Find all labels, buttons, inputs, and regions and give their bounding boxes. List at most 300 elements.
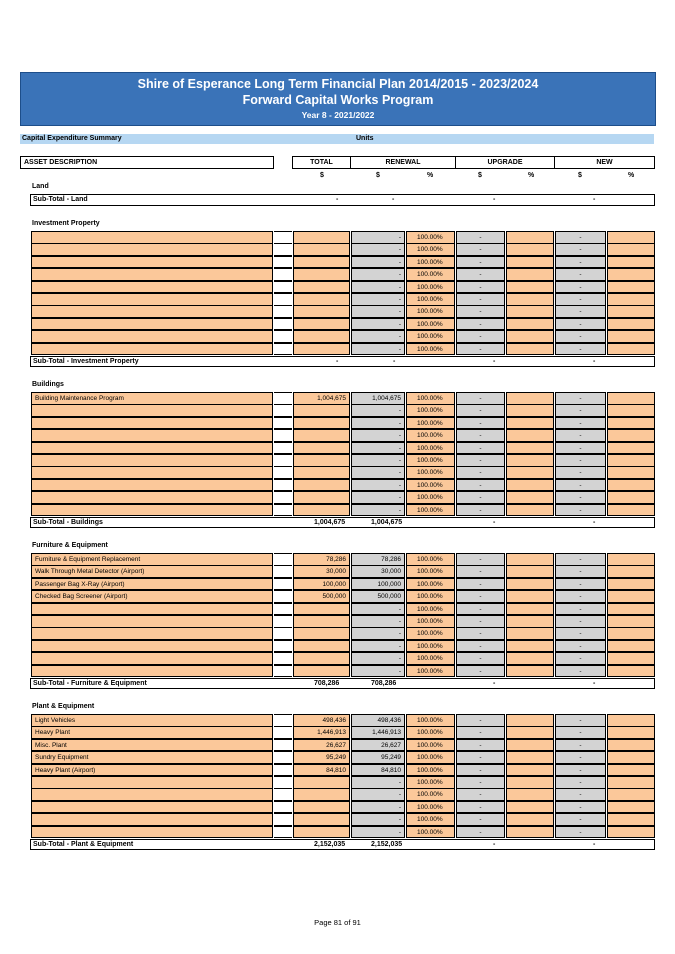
row-description <box>31 330 273 343</box>
row-new-amount: - <box>555 417 606 430</box>
row-description <box>31 813 273 826</box>
subtotal-upgrade: - <box>493 679 496 687</box>
row-upgrade-percent <box>506 343 554 356</box>
row-upgrade-amount: - <box>456 739 505 752</box>
row-upgrade-percent <box>506 739 554 752</box>
row-new-amount: - <box>555 590 606 603</box>
row-renewal-percent: 100.00% <box>406 479 455 492</box>
row-upgrade-percent <box>506 578 554 591</box>
row-renewal-amount: 84,810 <box>351 764 405 777</box>
row-renewal-amount: - <box>351 813 405 826</box>
row-upgrade-amount: - <box>456 330 505 343</box>
row-total: 1,004,675 <box>293 392 350 405</box>
row-total: 1,446,913 <box>293 726 350 739</box>
row-renewal-percent: 100.00% <box>406 652 455 665</box>
row-upgrade-amount: - <box>456 776 505 789</box>
row-description <box>31 491 273 504</box>
section-title: Investment Property <box>32 220 100 227</box>
row-new-percent <box>607 231 655 244</box>
column-total-header <box>292 156 351 169</box>
row-upgrade-amount: - <box>456 764 505 777</box>
section-title: Plant & Equipment <box>32 703 95 710</box>
subtotal-upgrade: - <box>493 357 496 365</box>
row-upgrade-amount: - <box>456 504 505 517</box>
column-renewal-header <box>350 156 456 169</box>
row-renewal-percent: 100.00% <box>406 243 455 256</box>
row-new-percent <box>607 243 655 256</box>
row-new-percent <box>607 603 655 616</box>
row-new-amount: - <box>555 726 606 739</box>
row-new-percent <box>607 429 655 442</box>
row-total <box>293 466 350 479</box>
row-new-amount: - <box>555 268 606 281</box>
row-spacer <box>274 764 292 777</box>
row-total <box>293 256 350 269</box>
row-upgrade-amount: - <box>456 553 505 566</box>
row-upgrade-percent <box>506 293 554 306</box>
row-renewal-amount: 100,000 <box>351 578 405 591</box>
row-renewal-amount: - <box>351 305 405 318</box>
row-spacer <box>274 652 292 665</box>
subtotal-label: Sub-Total - Buildings <box>33 518 103 526</box>
row-spacer <box>274 726 292 739</box>
row-upgrade-amount: - <box>456 578 505 591</box>
row-upgrade-percent <box>506 504 554 517</box>
subtotal-renewal: 708,286 <box>371 679 397 687</box>
report-banner <box>20 72 656 126</box>
row-renewal-percent: 100.00% <box>406 590 455 603</box>
row-new-amount: - <box>555 764 606 777</box>
column-new-label: NEW <box>596 159 613 166</box>
row-new-percent <box>607 776 655 789</box>
row-new-amount: - <box>555 454 606 467</box>
row-description <box>31 826 273 839</box>
row-renewal-percent: 100.00% <box>406 343 455 356</box>
row-total <box>293 417 350 430</box>
column-upgrade-header <box>455 156 555 169</box>
row-upgrade-percent <box>506 826 554 839</box>
row-new-percent <box>607 466 655 479</box>
row-upgrade-percent <box>506 603 554 616</box>
row-upgrade-percent <box>506 665 554 678</box>
subtotal-total: - <box>336 357 339 365</box>
row-total <box>293 826 350 839</box>
row-new-percent <box>607 751 655 764</box>
row-total <box>293 454 350 467</box>
row-renewal-percent: 100.00% <box>406 565 455 578</box>
row-renewal-amount: - <box>351 466 405 479</box>
row-spacer <box>274 231 292 244</box>
row-new-percent <box>607 343 655 356</box>
row-spacer <box>274 318 292 331</box>
row-description <box>31 640 273 653</box>
row-total <box>293 404 350 417</box>
row-new-amount: - <box>555 826 606 839</box>
row-renewal-percent: 100.00% <box>406 429 455 442</box>
row-spacer <box>274 590 292 603</box>
row-total <box>293 479 350 492</box>
row-spacer <box>274 565 292 578</box>
report-subtitle: Forward Capital Works Program <box>242 93 434 107</box>
row-new-amount: - <box>555 788 606 801</box>
row-description <box>31 343 273 356</box>
row-renewal-percent: 100.00% <box>406 442 455 455</box>
row-new-amount: - <box>555 665 606 678</box>
row-upgrade-amount: - <box>456 627 505 640</box>
summary-units: Units <box>356 135 374 142</box>
row-new-percent <box>607 565 655 578</box>
row-renewal-percent: 100.00% <box>406 813 455 826</box>
row-upgrade-percent <box>506 801 554 814</box>
row-new-amount: - <box>555 801 606 814</box>
row-spacer <box>274 491 292 504</box>
row-total <box>293 603 350 616</box>
row-total: 30,000 <box>293 565 350 578</box>
subtotal-total: 1,004,675 <box>314 518 346 526</box>
row-spacer <box>274 404 292 417</box>
row-renewal-percent: 100.00% <box>406 454 455 467</box>
row-new-percent <box>607 417 655 430</box>
row-new-amount: - <box>555 504 606 517</box>
row-renewal-percent: 100.00% <box>406 256 455 269</box>
row-renewal-amount: - <box>351 627 405 640</box>
row-description <box>31 801 273 814</box>
row-new-amount: - <box>555 739 606 752</box>
land-subtotal <box>30 194 655 206</box>
row-description <box>31 627 273 640</box>
row-total: 100,000 <box>293 578 350 591</box>
total-dollar-label: $ <box>320 172 324 179</box>
row-upgrade-amount: - <box>456 243 505 256</box>
row-upgrade-amount: - <box>456 801 505 814</box>
section-title: Furniture & Equipment <box>32 542 108 549</box>
row-total <box>293 788 350 801</box>
row-renewal-percent: 100.00% <box>406 318 455 331</box>
row-spacer <box>274 268 292 281</box>
row-renewal-amount: - <box>351 776 405 789</box>
row-description: Sundry Equipment <box>31 751 273 764</box>
row-total <box>293 504 350 517</box>
row-total <box>293 429 350 442</box>
row-renewal-percent: 100.00% <box>406 776 455 789</box>
row-upgrade-amount: - <box>456 714 505 727</box>
row-upgrade-amount: - <box>456 454 505 467</box>
row-renewal-percent: 100.00% <box>406 714 455 727</box>
row-description <box>31 652 273 665</box>
subtotal-renewal: 2,152,035 <box>371 840 403 848</box>
row-new-percent <box>607 764 655 777</box>
row-new-percent <box>607 640 655 653</box>
row-new-amount: - <box>555 466 606 479</box>
row-new-percent <box>607 268 655 281</box>
row-spacer <box>274 466 292 479</box>
row-spacer <box>274 615 292 628</box>
row-new-amount: - <box>555 714 606 727</box>
report-year: Year 8 - 2021/2022 <box>301 110 375 120</box>
row-description <box>31 776 273 789</box>
row-spacer <box>274 627 292 640</box>
row-renewal-amount: - <box>351 788 405 801</box>
row-upgrade-percent <box>506 268 554 281</box>
row-new-amount: - <box>555 615 606 628</box>
section-subtotal <box>30 517 655 528</box>
row-spacer <box>274 442 292 455</box>
row-renewal-amount: - <box>351 665 405 678</box>
row-upgrade-percent <box>506 318 554 331</box>
renewal-pct-label: % <box>427 172 434 179</box>
row-new-amount: - <box>555 751 606 764</box>
subtotal-label: Sub-Total - Plant & Equipment <box>33 840 134 848</box>
row-new-amount: - <box>555 640 606 653</box>
row-upgrade-percent <box>506 652 554 665</box>
row-new-percent <box>607 553 655 566</box>
row-new-amount: - <box>555 565 606 578</box>
subtotal-upgrade: - <box>493 840 496 848</box>
row-renewal-amount: - <box>351 442 405 455</box>
row-total <box>293 268 350 281</box>
row-new-percent <box>607 652 655 665</box>
row-new-percent <box>607 293 655 306</box>
row-description <box>31 442 273 455</box>
row-renewal-amount: 26,627 <box>351 739 405 752</box>
row-upgrade-percent <box>506 417 554 430</box>
row-renewal-percent: 100.00% <box>406 466 455 479</box>
row-upgrade-percent <box>506 590 554 603</box>
row-renewal-amount: - <box>351 603 405 616</box>
row-total <box>293 318 350 331</box>
row-total <box>293 776 350 789</box>
row-new-amount: - <box>555 578 606 591</box>
row-renewal-percent: 100.00% <box>406 603 455 616</box>
row-new-percent <box>607 726 655 739</box>
subtotal-upgrade: - <box>493 518 496 526</box>
row-description: Furniture & Equipment Replacement <box>31 553 273 566</box>
row-new-percent <box>607 318 655 331</box>
row-new-percent <box>607 256 655 269</box>
row-description: Walk Through Metal Detector (Airport) <box>31 565 273 578</box>
row-description <box>31 454 273 467</box>
row-upgrade-amount: - <box>456 491 505 504</box>
row-renewal-amount: - <box>351 256 405 269</box>
row-renewal-amount: - <box>351 404 405 417</box>
summary-bar <box>20 134 654 144</box>
row-renewal-percent: 100.00% <box>406 330 455 343</box>
row-renewal-amount: - <box>351 479 405 492</box>
row-renewal-amount: 500,000 <box>351 590 405 603</box>
row-upgrade-amount: - <box>456 813 505 826</box>
row-upgrade-percent <box>506 776 554 789</box>
row-upgrade-amount: - <box>456 281 505 294</box>
row-upgrade-amount: - <box>456 318 505 331</box>
row-renewal-amount: - <box>351 429 405 442</box>
row-spacer <box>274 429 292 442</box>
row-new-amount: - <box>555 243 606 256</box>
row-total <box>293 491 350 504</box>
row-total <box>293 652 350 665</box>
row-spacer <box>274 665 292 678</box>
row-spacer <box>274 330 292 343</box>
subtotal-label: Sub-Total - Furniture & Equipment <box>33 679 147 687</box>
row-upgrade-percent <box>506 627 554 640</box>
row-upgrade-amount: - <box>456 343 505 356</box>
row-description <box>31 293 273 306</box>
row-spacer <box>274 714 292 727</box>
row-new-percent <box>607 714 655 727</box>
new-pct-label: % <box>628 172 635 179</box>
row-renewal-amount: 498,436 <box>351 714 405 727</box>
subtotal-new: - <box>593 840 596 848</box>
subtotal-total: 708,286 <box>314 679 340 687</box>
row-total <box>293 330 350 343</box>
subtotal-total: 2,152,035 <box>314 840 346 848</box>
row-upgrade-amount: - <box>456 479 505 492</box>
row-upgrade-percent <box>506 281 554 294</box>
row-renewal-percent: 100.00% <box>406 801 455 814</box>
row-total <box>293 665 350 678</box>
row-description <box>31 466 273 479</box>
row-renewal-percent: 100.00% <box>406 627 455 640</box>
row-description <box>31 256 273 269</box>
row-spacer <box>274 776 292 789</box>
row-new-percent <box>607 788 655 801</box>
row-description: Checked Bag Screener (Airport) <box>31 590 273 603</box>
row-total <box>293 615 350 628</box>
row-new-percent <box>607 305 655 318</box>
row-upgrade-amount: - <box>456 665 505 678</box>
row-description <box>31 231 273 244</box>
row-description: Heavy Plant (Airport) <box>31 764 273 777</box>
row-new-percent <box>607 454 655 467</box>
upgrade-pct-label: % <box>528 172 535 179</box>
row-new-percent <box>607 504 655 517</box>
row-upgrade-percent <box>506 726 554 739</box>
row-upgrade-amount: - <box>456 268 505 281</box>
row-upgrade-percent <box>506 442 554 455</box>
row-new-amount: - <box>555 404 606 417</box>
land-subtotal-new: - <box>593 196 596 203</box>
land-subtotal-label: Sub-Total - Land <box>33 196 88 203</box>
row-upgrade-percent <box>506 553 554 566</box>
row-total: 78,286 <box>293 553 350 566</box>
row-new-amount: - <box>555 603 606 616</box>
row-renewal-percent: 100.00% <box>406 726 455 739</box>
renewal-dollar-label: $ <box>376 172 380 179</box>
row-spacer <box>274 578 292 591</box>
column-total-label: TOTAL <box>310 159 333 166</box>
row-new-percent <box>607 813 655 826</box>
row-upgrade-amount: - <box>456 565 505 578</box>
row-new-percent <box>607 491 655 504</box>
new-dollar-label: $ <box>578 172 582 179</box>
row-renewal-amount: - <box>351 454 405 467</box>
row-description <box>31 417 273 430</box>
row-total <box>293 343 350 356</box>
row-renewal-amount: - <box>351 801 405 814</box>
row-description <box>31 281 273 294</box>
row-renewal-amount: - <box>351 652 405 665</box>
row-upgrade-percent <box>506 491 554 504</box>
row-renewal-percent: 100.00% <box>406 293 455 306</box>
row-upgrade-percent <box>506 256 554 269</box>
row-spacer <box>274 343 292 356</box>
row-total <box>293 293 350 306</box>
section-title: Buildings <box>32 381 64 388</box>
row-new-amount: - <box>555 318 606 331</box>
column-asset-header <box>20 156 274 169</box>
row-renewal-amount: 1,004,675 <box>351 392 405 405</box>
summary-label: Capital Expenditure Summary <box>22 135 122 142</box>
row-upgrade-amount: - <box>456 603 505 616</box>
row-description: Passenger Bag X-Ray (Airport) <box>31 578 273 591</box>
row-total <box>293 231 350 244</box>
row-upgrade-amount: - <box>456 392 505 405</box>
row-spacer <box>274 801 292 814</box>
row-new-amount: - <box>555 392 606 405</box>
subtotal-new: - <box>593 357 596 365</box>
subtotal-label: Sub-Total - Investment Property <box>33 357 139 365</box>
subtotal-new: - <box>593 679 596 687</box>
row-spacer <box>274 392 292 405</box>
row-renewal-percent: 100.00% <box>406 788 455 801</box>
row-upgrade-amount: - <box>456 652 505 665</box>
row-description <box>31 504 273 517</box>
row-spacer <box>274 256 292 269</box>
row-description: Building Maintenance Program <box>31 392 273 405</box>
row-renewal-percent: 100.00% <box>406 417 455 430</box>
row-new-amount: - <box>555 442 606 455</box>
row-new-amount: - <box>555 429 606 442</box>
row-new-percent <box>607 627 655 640</box>
row-new-amount: - <box>555 776 606 789</box>
row-renewal-percent: 100.00% <box>406 764 455 777</box>
row-upgrade-amount: - <box>456 726 505 739</box>
row-total <box>293 801 350 814</box>
row-spacer <box>274 305 292 318</box>
column-new-header <box>554 156 655 169</box>
row-total <box>293 305 350 318</box>
row-upgrade-percent <box>506 751 554 764</box>
row-upgrade-amount: - <box>456 590 505 603</box>
row-spacer <box>274 417 292 430</box>
row-new-percent <box>607 442 655 455</box>
row-renewal-amount: 1,446,913 <box>351 726 405 739</box>
row-upgrade-amount: - <box>456 466 505 479</box>
row-renewal-percent: 100.00% <box>406 268 455 281</box>
row-total: 498,436 <box>293 714 350 727</box>
row-upgrade-amount: - <box>456 305 505 318</box>
row-new-amount: - <box>555 652 606 665</box>
row-total: 26,627 <box>293 739 350 752</box>
row-spacer <box>274 603 292 616</box>
row-upgrade-amount: - <box>456 751 505 764</box>
row-upgrade-percent <box>506 813 554 826</box>
row-upgrade-percent <box>506 305 554 318</box>
row-description: Light Vehicles <box>31 714 273 727</box>
row-total <box>293 627 350 640</box>
row-new-amount: - <box>555 343 606 356</box>
section-subtotal <box>30 678 655 689</box>
row-renewal-amount: - <box>351 615 405 628</box>
row-new-amount: - <box>555 293 606 306</box>
row-description <box>31 318 273 331</box>
row-renewal-amount: - <box>351 268 405 281</box>
land-subtotal-renewal: - <box>392 196 395 203</box>
row-renewal-percent: 100.00% <box>406 640 455 653</box>
row-renewal-percent: 100.00% <box>406 578 455 591</box>
row-spacer <box>274 739 292 752</box>
land-subtotal-total: - <box>336 196 339 203</box>
row-new-amount: - <box>555 305 606 318</box>
